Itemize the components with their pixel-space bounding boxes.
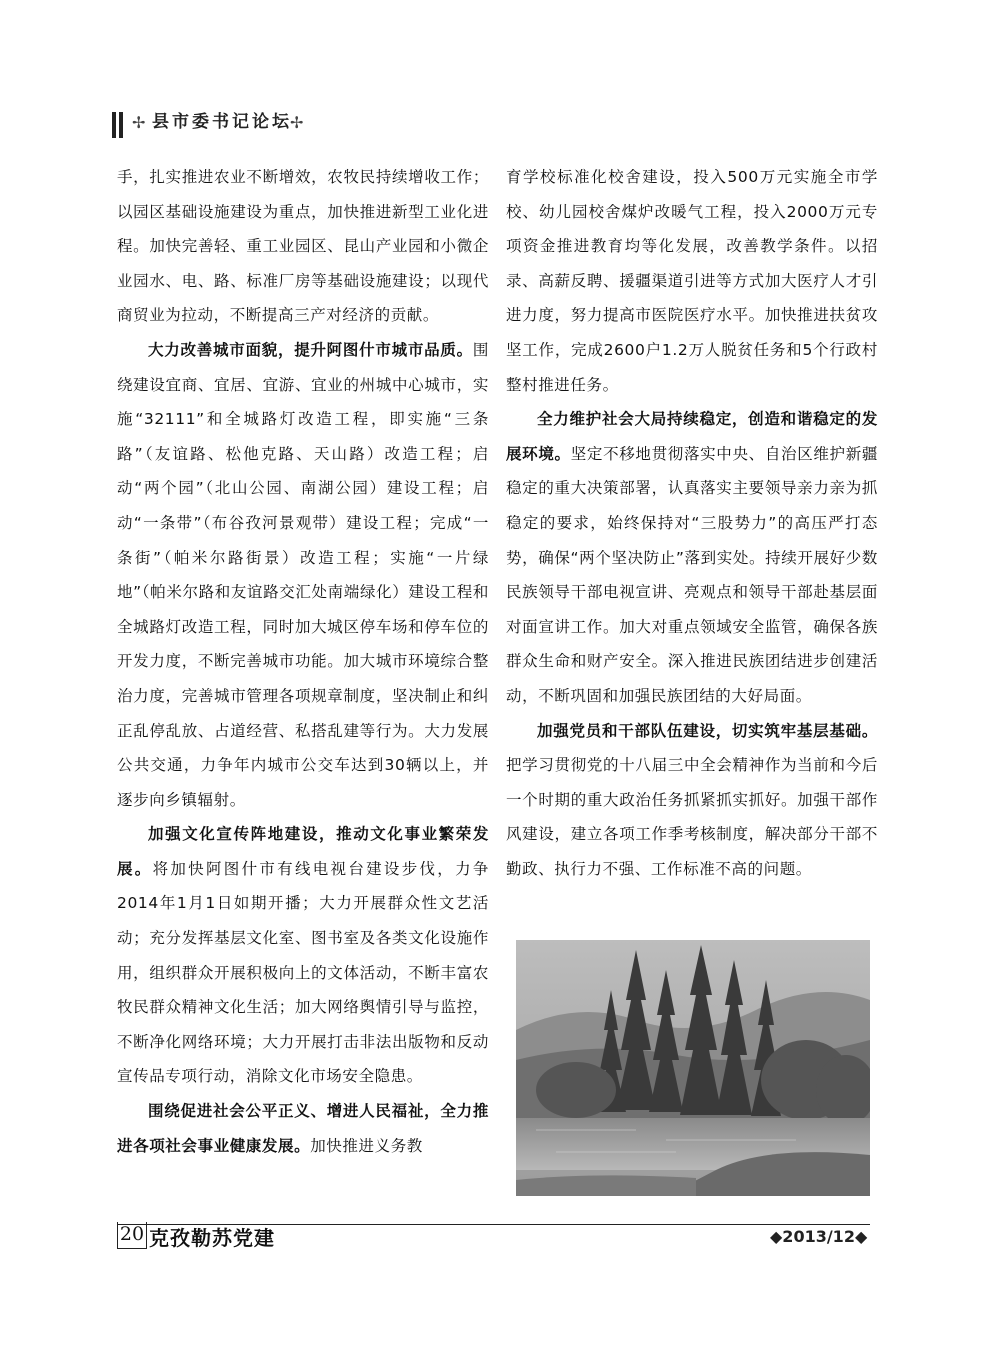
- cross-ornament-icon: ✢: [290, 113, 304, 132]
- forest-lake-image: [516, 940, 870, 1196]
- paragraph-body: 将加快阿图什市有线电视台建设步伐，力争2014年1月1日如期开播；大力开展群众性文艺活动；充分发挥基层文化室、图书室及各类文化设施作用，组织群众开展积极向上的文体活动，不断丰富农牧民群众精神文化生活；加大网络舆情引导与监控，不断净化网络环境；大力开展打击非法出版物和反动宣传品专项行动，消除文化市场安全隐患。: [117, 859, 489, 1086]
- issue-label: ◆2013/12◆: [770, 1227, 868, 1246]
- paragraph-lead: 加强党员和干部队伍建设，切实筑牢基层基础。: [537, 721, 878, 740]
- page-number: 20: [117, 1222, 147, 1249]
- paragraph-body: 加快推进义务教: [310, 1136, 423, 1155]
- left-column: [117, 160, 489, 1163]
- paragraph: [117, 1094, 489, 1163]
- paragraph-lead: 全力维护社会大局持续稳定，创造和谐稳定的发展环境。: [506, 410, 878, 463]
- paragraph: [506, 402, 878, 713]
- paragraph: 育学校标准化校舍建设，投入500万元实施全市学校、幼儿园校舍煤炉改暖气工程，投入2000万元专项资金推进教育均等化发展，改善教学条件。以招录、高薪反聘、援疆渠道引进等方式加大医疗人才引进力度，努力提高市医院医疗水平。加快推进扶贫攻坚工作，完成2600户1.2万人脱贫任务和5个行政村整村推进任务。: [506, 168, 878, 394]
- landscape-photo: [516, 940, 870, 1196]
- cross-ornament-icon: ✢: [132, 113, 146, 132]
- paragraph-body: 坚定不移地贯彻落实中央、自治区维护新疆稳定的重大决策部署，认真落实主要领导亲力亲为抓稳定的要求，始终保持对“三股势力”的高压严打态势，确保“两个坚决防止”落到实处。持续开展好少数民族领导干部电视宣讲、亮观点和领导干部赴基层面对面宣讲工作。加大对重点领域安全监管，确保各族群众生命和财产安全。深入推进民族团结进步创建活动，不断巩固和加强民族团结的大好局面。: [506, 444, 879, 705]
- paragraph: [117, 333, 489, 817]
- paragraph: [506, 714, 878, 887]
- header-bars-icon: [112, 112, 126, 138]
- section-header: [112, 110, 512, 138]
- paragraph: 手，扎实推进农业不断增效，农牧民持续增收工作；以园区基础设施建设为重点，加快推进新型工业化进程。加快完善轻、重工业园区、昆山产业园和小微企业园水、电、路、标准厂房等基础设施建设；以现代商贸业为拉动，不断提高三产对经济的贡献。: [117, 168, 489, 325]
- paragraph-lead: 大力改善城市面貌，提升阿图什市城市品质。: [148, 340, 473, 359]
- right-column: [506, 160, 878, 886]
- paragraph-body: 围绕建设宜商、宜居、宜游、宜业的州城中心城市，实施“32111”和全城路灯改造工程，即实施“三条路”（友谊路、松他克路、天山路）改造工程；启动“两个园”（北山公园、南湖公园）建设工程；启动“一条带”（布谷孜河景观带）建设工程；完成“一条街”（帕米尔路街景）改造工程；实施“一片绿地”（帕米尔路和友谊路交汇处南端绿化）建设工程和全城路灯改造工程，同时加大城区停车场和停车位的开发力度，不断完善城市功能。加大城市环境综合整治力度，完善城市管理各项规章制度，坚决制止和纠正乱停乱放、占道经营、私搭乱建等行为。大力发展公共交通，力争年内城市公交车达到30辆以上，并逐步向乡镇辐射。: [117, 340, 489, 809]
- paragraph: [117, 817, 489, 1094]
- paragraph-lead: 加强文化宣传阵地建设，推动文化事业繁荣发展。: [117, 825, 489, 878]
- paragraph-lead: 围绕促进社会公平正义、增进人民福祉，全力推进各项社会事业健康发展。: [117, 1102, 489, 1155]
- section-title: 县市委书记论坛: [152, 112, 292, 132]
- magazine-name: 克孜勒苏党建: [149, 1226, 275, 1250]
- paragraph-body: 把学习贯彻党的十八届三中全会精神作为当前和今后一个时期的重大政治任务抓紧抓实抓好。加强干部作风建设，建立各项工作季考核制度，解决部分干部不勤政、执行力不强、工作标准不高的问题。: [506, 756, 878, 878]
